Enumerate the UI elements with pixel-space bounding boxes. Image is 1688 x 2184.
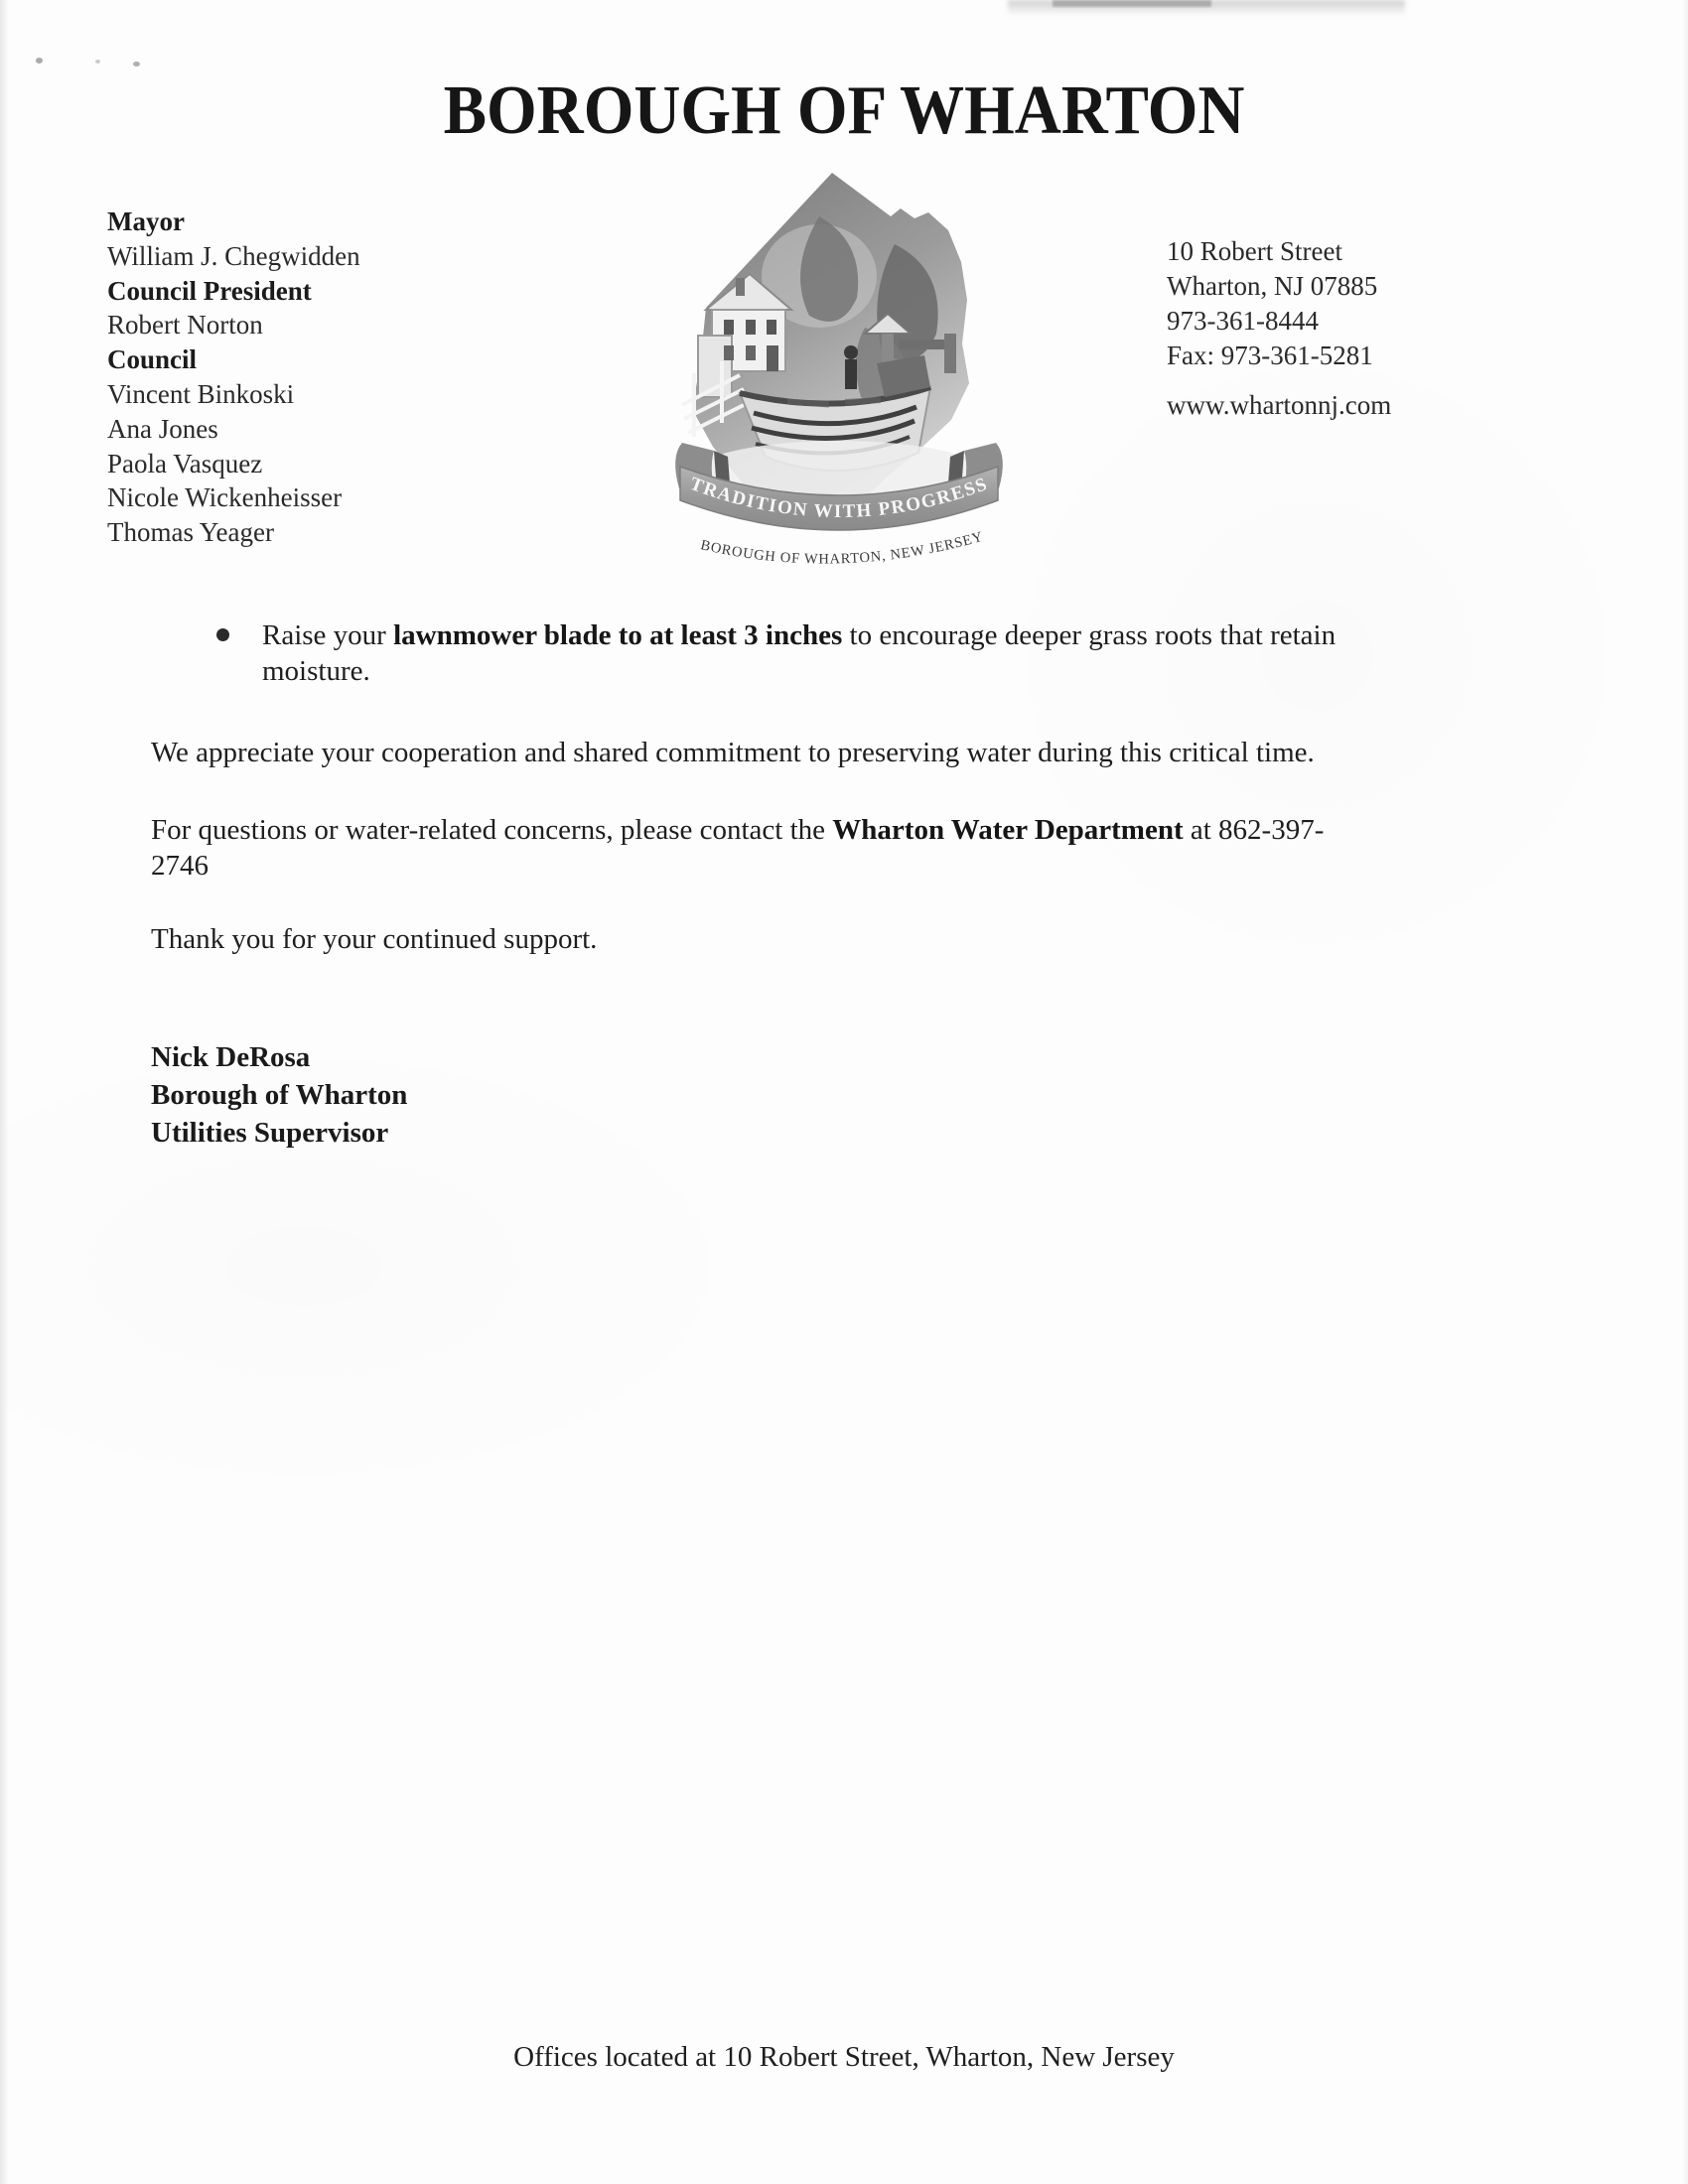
scan-smudge-top-dark xyxy=(1053,0,1211,7)
scan-edge-shadow-right xyxy=(1682,0,1688,2184)
signature-block xyxy=(151,1038,407,1152)
footer-office-address: Offices located at 10 Robert Street, Wharton, New Jersey xyxy=(513,2041,1175,2073)
scan-speck xyxy=(36,58,43,64)
scan-speck xyxy=(95,60,100,64)
council-president-label: Council President xyxy=(107,275,312,306)
paragraph-cooperation: We appreciate your cooperation and shared commitment to preserving water during this critical time. xyxy=(151,737,1315,768)
paragraph-contact: For questions or water-related concerns, please contact the Wharton Water Department at 862-397- 2746 xyxy=(151,814,1325,882)
signature-title: Utilities Supervisor xyxy=(151,1117,389,1149)
mayor-label: Mayor xyxy=(107,206,185,236)
council-president-name: Robert Norton xyxy=(107,310,263,341)
signature-name: Nick DeRosa xyxy=(151,1041,311,1073)
mayor-name: William J. Chegwidden xyxy=(107,240,360,271)
council-label: Council xyxy=(107,344,198,375)
signature-org: Borough of Wharton xyxy=(151,1079,408,1111)
seal-caption-text: BOROUGH OF WHARTON, NEW JERSEY xyxy=(698,528,986,568)
fax-number: Fax: 973-361-5281 xyxy=(1167,341,1373,370)
council-member: Nicole Wickenheisser xyxy=(107,482,343,513)
scan-edge-shadow-left xyxy=(0,0,9,2184)
paragraph-thanks: Thank you for your continued support. xyxy=(151,923,598,955)
council-member: Paola Vasquez xyxy=(107,448,263,478)
borough-seal-icon xyxy=(670,159,1008,574)
council-member: Ana Jones xyxy=(107,413,218,444)
bullet-text: Raise your lawnmower blade to at least 3 inches to encourage deeper grass roots that retain moisture. xyxy=(262,619,1336,687)
bullet-item xyxy=(216,617,1537,689)
officials-list xyxy=(107,205,360,550)
phone-number: 973-361-8444 xyxy=(1167,306,1319,336)
letterhead-title: BOROUGH OF WHARTON xyxy=(443,72,1245,149)
bullet-icon xyxy=(216,628,229,641)
scan-speck xyxy=(133,62,140,67)
address-line1: 10 Robert Street xyxy=(1167,236,1342,266)
address-line2: Wharton, NJ 07885 xyxy=(1167,271,1378,301)
website-url: www.whartonnj.com xyxy=(1167,390,1392,420)
contact-block xyxy=(1167,234,1391,423)
seal-motto-text: TRADITION WITH PROGRESS xyxy=(687,473,991,523)
council-member: Thomas Yeager xyxy=(107,517,274,548)
council-member: Vincent Binkoski xyxy=(107,378,295,409)
